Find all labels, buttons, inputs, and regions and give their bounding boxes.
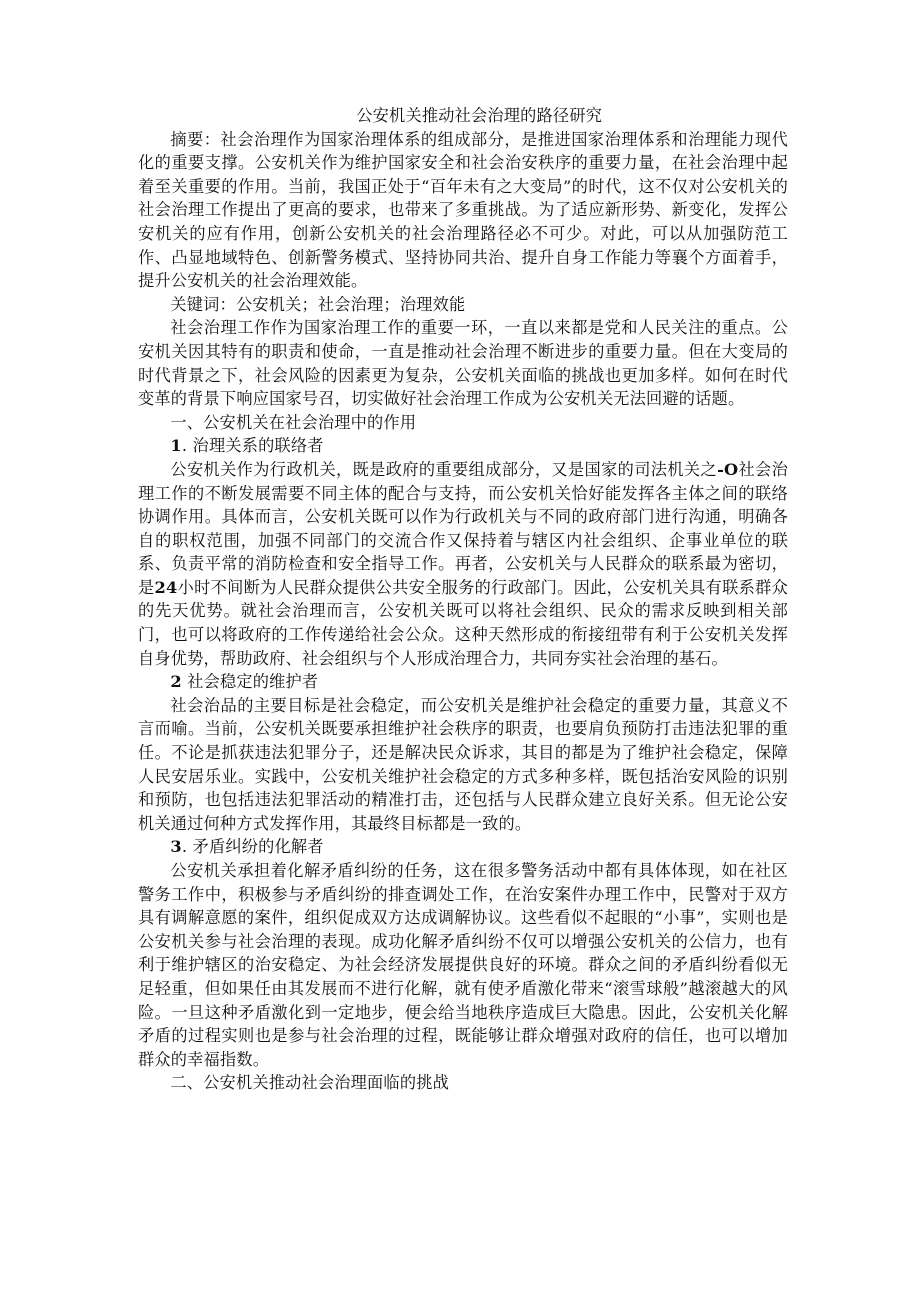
section-1-heading: 一、公安机关在社会治理中的作用	[170, 412, 417, 432]
subsection-3-number: 3	[170, 837, 182, 857]
intro-paragraph: 社会治理工作作为国家治理工作的重要一环，一直以来都是党和人民关注的重点。公安机关因其特有的职责和使命，一直是推动社会治理不断进步的重要力量。但在大变局的时代背景之下，社会风险的因素更为复杂，公安机关面临的挑战也更加多样。如何在时代变革的背景下响应国家号召，切实做好社会治理工作成为公安机关无法回避的话题。	[138, 318, 788, 409]
document-title: 公安机关推动社会治理的路径研究	[356, 106, 603, 125]
subsection-1-text-b: -O	[717, 459, 739, 479]
document-body	[138, 104, 788, 1095]
subsection-2-paragraph: 社会治品的主要目标是社会稳定，而公安机关是维护社会稳定的重要力量，其意义不言而喻。当前，公安机关既要承担维护社会秩序的职责，也要肩负预防打击违法犯罪的重任。不论是抓获违法犯罪分子，还是解决民众诉求，其目的都是为了维护社会稳定，保障人民安居乐业。实践中，公安机关维护社会稳定的方式多种多样，既包括治安风险的识别和预防，也包括违法犯罪活动的精准打击，还包括与人民群众建立良好关系。但无论公安机关通过何种方式发挥作用，其最终目标都是一致的。	[138, 695, 788, 833]
subsection-1-text-a: 公安机关作为行政机关，既是政府的重要组成部分，又是国家的司法机关之	[170, 459, 718, 479]
subsection-1-heading	[138, 434, 788, 458]
subsection-1-text-d: 24	[154, 577, 178, 597]
subsection-2-label: 社会稳定的维护者	[187, 672, 319, 692]
subsection-1-number: 1	[170, 436, 182, 456]
subsection-1-text-e: 小时不间断为人民群众提供公共安全服务的行政部门。因此，公安机关具有联系群众的先天优势。就社会治理而言，公安机关既可以将社会组织、民众的需求反映到相关部门，也可以将政府的工作传递给社会公众。这种天然形成的衔接纽带有利于公安机关发挥自身优势，帮助政府、社会组织与个人形成治理合力，共同夯实社会治理的基石。	[138, 577, 789, 668]
subsection-3-heading	[138, 835, 788, 859]
section-2-heading: 二、公安机关推动社会治理面临的挑战	[170, 1073, 449, 1093]
keywords-paragraph: 关键词：公安机关；社会治理；治理效能	[170, 294, 466, 314]
subsection-2-heading	[138, 670, 788, 694]
subsection-2-number: 2	[170, 672, 182, 692]
subsection-1-label: . 治理关系的联络者	[181, 436, 324, 456]
abstract-paragraph: 摘要：社会治理作为国家治理体系的组成部分，是推进国家治理体系和治理能力现代化的重要支撑。公安机关作为维护国家安全和社会治安秩序的重要力量，在社会治理中起着至关重要的作用。当前，我国正处于“百年未有之大变局”的时代，这不仅对公安机关的社会治理工作提出了更高的要求，也带来了多重挑战。为了适应新形势、新变化，发挥公安机关的应有作用，创新公安机关的社会治理路径必不可少。对此，可以从加强防范工作、凸显地域特色、创新警务模式、坚持协同共治、提升自身工作能力等襄个方面着手，提升公安机关的社会治理效能。	[138, 129, 788, 291]
subsection-3-label: . 矛盾纠纷的化解者	[181, 837, 324, 857]
subsection-1-paragraph	[138, 458, 788, 670]
subsection-1-text-c: 社会治理工作的不断发展需要不同主体的配合与支持，而公安机关恰好能发挥各主体之间的联络协调作用。具体而言，公安机关既可以作为行政机关与不同的政府部门进行沟通，明确各自的职权范围，加强不同部门的交流合作又保持着与辖区内社会组织、企事业单位的联系、负责平常的消防检查和安全指导工作。再者，公安机关与人民群众的联系最为密切，是	[138, 459, 788, 597]
subsection-3-paragraph: 公安机关承担着化解矛盾纠纷的任务，这在很多警务活动中都有具体体现，如在社区警务工作中，积极参与矛盾纠纷的排查调处工作，在治安案件办理工作中，民警对于双方具有调解意愿的案件，组织促成双方达成调解协议。这些看似不起眼的“小事”，实则也是公安机关参与社会治理的表现。成功化解矛盾纠纷不仅可以增强公安机关的公信力，也有利于维护辖区的治安稳定、为社会经济发展提供良好的环境。群众之间的矛盾纠纷看似无足轻重，但如果任由其发展而不进行化解，就有使矛盾激化带来“滚雪球般”越滚越大的风险。一旦这种矛盾激化到一定地步，便会给当地秩序造成巨大隐患。因此，公安机关化解矛盾的过程实则也是参与社会治理的过程，既能够让群众增强对政府的信任，也可以增加群众的幸福指数。	[138, 861, 788, 1069]
